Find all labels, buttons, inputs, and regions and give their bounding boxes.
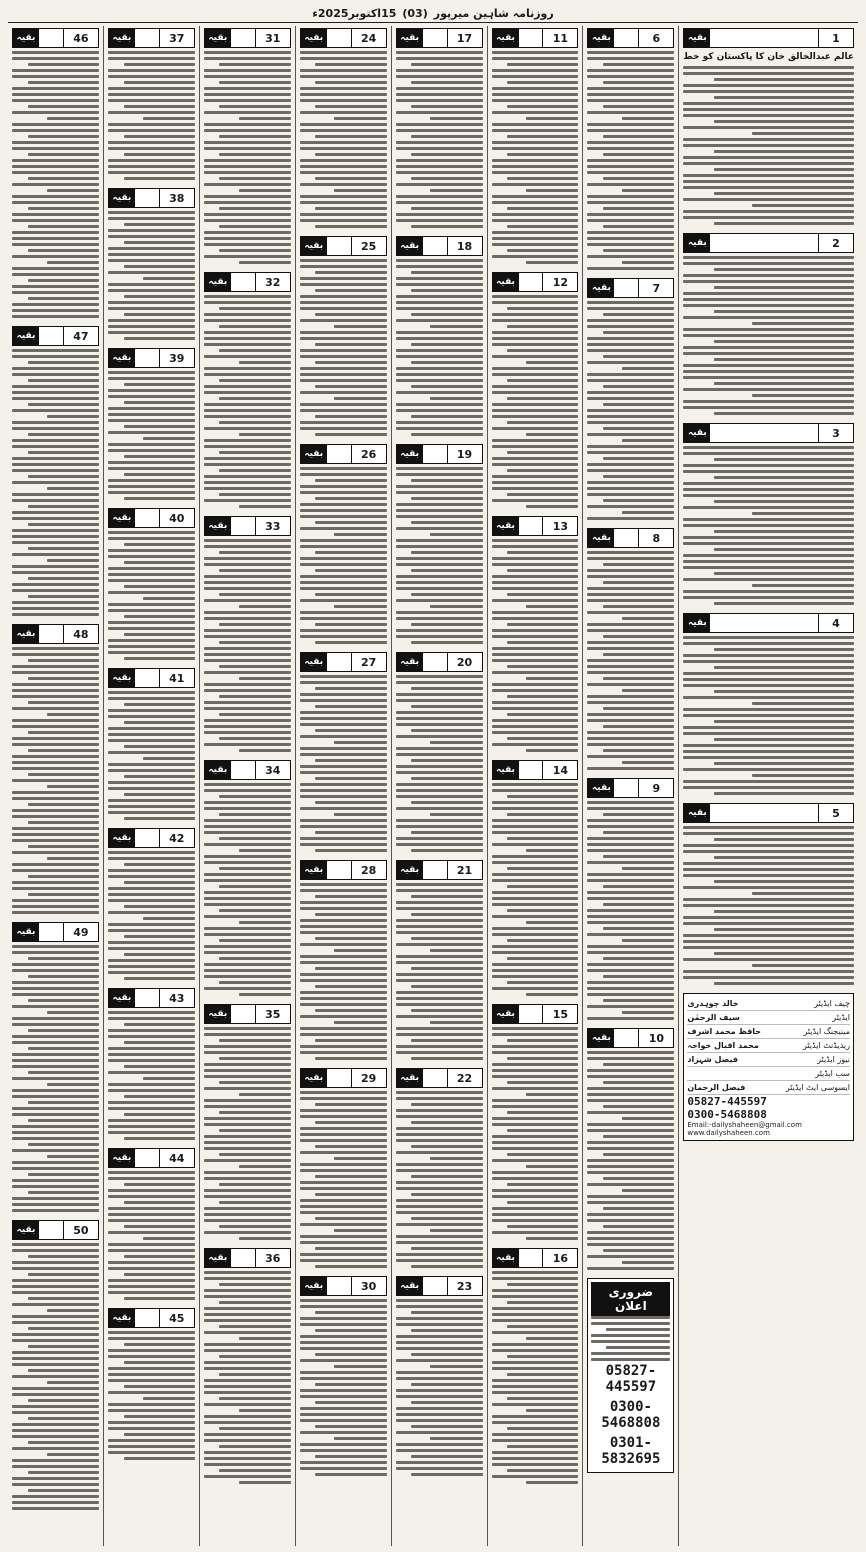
badge-number: 30: [351, 1277, 386, 1295]
badge-label: بقیہ: [588, 279, 614, 297]
badge-label: بقیہ: [684, 804, 710, 822]
badge-number: 6: [638, 29, 673, 47]
story-text: [683, 66, 854, 225]
story-item: [12, 1220, 99, 1510]
story-item: [396, 1276, 483, 1476]
badge-number: 21: [447, 861, 482, 879]
story-item: [300, 236, 387, 436]
notice-box: [587, 1278, 674, 1473]
continuation-badge: [12, 28, 99, 48]
badge-number: 39: [159, 349, 194, 367]
page-header: [8, 4, 858, 23]
story-item: [587, 778, 674, 1020]
story-item: [300, 1068, 387, 1268]
badge-label: بقیہ: [684, 29, 710, 47]
badge-label: بقیہ: [397, 861, 423, 879]
story-text: [396, 1299, 483, 1476]
story-text: [396, 883, 483, 1060]
badge-number: 49: [63, 923, 98, 941]
badge-label: بقیہ: [684, 424, 710, 442]
news-columns: [8, 26, 858, 1546]
continuation-badge: [300, 28, 387, 48]
badge-label: بقیہ: [301, 29, 327, 47]
continuation-badge: [587, 778, 674, 798]
story-item: [108, 28, 195, 180]
badge-number: 38: [159, 189, 194, 207]
story-text: [396, 467, 483, 644]
staff-role: سب ایڈیٹر: [815, 1069, 850, 1078]
story-text: [300, 467, 387, 644]
badge-number: 17: [447, 29, 482, 47]
story-item: [108, 828, 195, 980]
story-text: [492, 539, 579, 752]
badge-label: بقیہ: [397, 1277, 423, 1295]
story-item: [492, 28, 579, 264]
story-text: [108, 531, 195, 660]
badge-label: بقیہ: [205, 761, 231, 779]
story-item: [396, 28, 483, 228]
continuation-badge: [204, 272, 291, 292]
badge-number: 2: [818, 234, 853, 252]
continuation-badge: [492, 516, 579, 536]
story-item: [587, 1028, 674, 1270]
story-item: [492, 272, 579, 508]
staff-name: سیف الرحمٰن: [687, 1013, 740, 1022]
story-text: [204, 539, 291, 752]
staff-role: نیوز ایڈیٹر: [817, 1055, 850, 1064]
continuation-badge: [108, 188, 195, 208]
badge-label: بقیہ: [493, 761, 519, 779]
story-text: [204, 783, 291, 996]
continuation-badge: [300, 236, 387, 256]
story-text: [587, 1051, 674, 1270]
continuation-badge: [300, 444, 387, 464]
story-text: [204, 1027, 291, 1240]
story-item: [204, 1004, 291, 1240]
badge-label: بقیہ: [205, 29, 231, 47]
badge-label: بقیہ: [109, 1309, 135, 1327]
story-item: [492, 1248, 579, 1484]
story-item: [12, 326, 99, 616]
staff-role: چیف ایڈیٹر: [814, 999, 850, 1008]
notice-phone: 0300-5468808: [601, 1399, 661, 1431]
story-item: [12, 922, 99, 1212]
badge-number: 24: [351, 29, 386, 47]
badge-number: 26: [351, 445, 386, 463]
story-item: [204, 516, 291, 752]
story-text: [591, 1316, 670, 1361]
column-5: [295, 26, 391, 1546]
continuation-badge: [683, 233, 854, 253]
badge-number: 16: [542, 1249, 577, 1267]
continuation-badge: [683, 423, 854, 443]
staff-name: محمد اقبال خواجہ: [687, 1041, 759, 1050]
badge-number: 42: [159, 829, 194, 847]
badge-label: بقیہ: [588, 1029, 614, 1047]
story-text: [300, 51, 387, 228]
story-text: [300, 1091, 387, 1268]
story-item: [108, 1148, 195, 1300]
badge-number: 32: [255, 273, 290, 291]
column-3: [487, 26, 583, 1546]
story-text: [12, 945, 99, 1212]
story-item: [300, 28, 387, 228]
continuation-badge: [108, 988, 195, 1008]
badge-label: بقیہ: [684, 614, 710, 632]
continuation-badge: [204, 1248, 291, 1268]
badge-number: 35: [255, 1005, 290, 1023]
badge-number: 11: [542, 29, 577, 47]
website: www.dailyshaheen.com: [687, 1129, 770, 1137]
story-text: [492, 1271, 579, 1484]
badge-number: 22: [447, 1069, 482, 1087]
story-text: [396, 259, 483, 436]
story-text: [12, 349, 99, 616]
badge-label: بقیہ: [684, 234, 710, 252]
page-number: (03): [402, 6, 428, 20]
badge-number: 45: [159, 1309, 194, 1327]
story-text: [108, 211, 195, 340]
badge-label: بقیہ: [588, 779, 614, 797]
continuation-badge: [300, 860, 387, 880]
badge-number: 34: [255, 761, 290, 779]
continuation-badge: [492, 760, 579, 780]
badge-label: بقیہ: [109, 509, 135, 527]
continuation-badge: [108, 828, 195, 848]
continuation-badge: [683, 28, 854, 48]
badge-label: بقیہ: [397, 29, 423, 47]
continuation-badge: [300, 1276, 387, 1296]
staff-name: فیصل شہزاد: [687, 1055, 739, 1064]
badge-label: بقیہ: [397, 445, 423, 463]
badge-number: 37: [159, 29, 194, 47]
badge-label: بقیہ: [13, 327, 39, 345]
badge-number: 12: [542, 273, 577, 291]
story-text: [492, 51, 579, 264]
story-text: [108, 51, 195, 180]
column-1: [678, 26, 858, 1546]
continuation-badge: [12, 922, 99, 942]
badge-number: 1: [818, 29, 853, 47]
story-text: [108, 1011, 195, 1140]
badge-number: 10: [638, 1029, 673, 1047]
story-text: [683, 256, 854, 415]
story-text: [12, 647, 99, 914]
staff-row: [687, 1081, 850, 1095]
continuation-badge: [683, 803, 854, 823]
continuation-badge: [396, 28, 483, 48]
continuation-badge: [108, 1148, 195, 1168]
staff-role: ایسوسی ایٹ ایڈیٹر: [785, 1083, 850, 1092]
badge-label: بقیہ: [205, 1249, 231, 1267]
story-item: [204, 760, 291, 996]
continuation-badge: [108, 28, 195, 48]
badge-label: بقیہ: [301, 1069, 327, 1087]
story-item: [587, 528, 674, 770]
continuation-badge: [204, 1004, 291, 1024]
badge-label: بقیہ: [493, 1005, 519, 1023]
badge-number: 7: [638, 279, 673, 297]
story-item: [587, 278, 674, 520]
staff-name: خالد چوہدری: [687, 999, 739, 1008]
story-item: [12, 28, 99, 318]
continuation-badge: [12, 1220, 99, 1240]
continuation-badge: [492, 1248, 579, 1268]
story-item: [492, 760, 579, 996]
column-4: [391, 26, 487, 1546]
continuation-badge: [587, 528, 674, 548]
story-text: [492, 1027, 579, 1240]
story-text: [492, 295, 579, 508]
story-text: [204, 51, 291, 264]
badge-number: 14: [542, 761, 577, 779]
continuation-badge: [204, 516, 291, 536]
story-item: [108, 348, 195, 500]
story-item: [492, 1004, 579, 1240]
story-text: [300, 259, 387, 436]
badge-number: 23: [447, 1277, 482, 1295]
column-2: [582, 26, 678, 1546]
badge-number: 8: [638, 529, 673, 547]
column-6: [199, 26, 295, 1546]
continuation-badge: [492, 272, 579, 292]
continuation-badge: [587, 278, 674, 298]
notice-title: ضروری اعلان: [591, 1282, 670, 1316]
story-item: [396, 444, 483, 644]
story-text: [12, 1243, 99, 1510]
badge-number: 9: [638, 779, 673, 797]
continuation-badge: [492, 28, 579, 48]
story-text: [587, 301, 674, 520]
story-item: [396, 860, 483, 1060]
badge-number: 19: [447, 445, 482, 463]
story-text: [204, 295, 291, 508]
badge-label: بقیہ: [397, 237, 423, 255]
continuation-badge: [204, 28, 291, 48]
badge-label: بقیہ: [493, 29, 519, 47]
story-item: [396, 236, 483, 436]
continuation-badge: [492, 1004, 579, 1024]
staff-box: [683, 993, 854, 1141]
continuation-badge: [396, 444, 483, 464]
story-text: [12, 51, 99, 318]
story-item: [683, 28, 854, 225]
story-item: [108, 988, 195, 1140]
badge-number: 36: [255, 1249, 290, 1267]
story-item: [300, 1276, 387, 1476]
story-item: [204, 272, 291, 508]
column-7: [103, 26, 199, 1546]
continuation-badge: [108, 668, 195, 688]
badge-number: 27: [351, 653, 386, 671]
badge-label: بقیہ: [109, 829, 135, 847]
story-text: [108, 1331, 195, 1460]
story-item: [587, 28, 674, 270]
story-text: [396, 51, 483, 228]
story-text: [492, 783, 579, 996]
badge-label: بقیہ: [205, 1005, 231, 1023]
story-text: [683, 826, 854, 985]
story-text: [108, 371, 195, 500]
badge-number: 50: [63, 1221, 98, 1239]
badge-label: بقیہ: [301, 861, 327, 879]
continuation-badge: [683, 613, 854, 633]
story-text: [108, 1171, 195, 1300]
story-item: [108, 508, 195, 660]
staff-name: حافظ محمد اشرف: [687, 1027, 762, 1036]
story-text: [108, 851, 195, 980]
story-item: [300, 444, 387, 644]
badge-number: 18: [447, 237, 482, 255]
badge-number: 20: [447, 653, 482, 671]
staff-row: [687, 1067, 850, 1081]
story-item: [108, 668, 195, 820]
staff-row: [687, 997, 850, 1011]
story-text: [587, 801, 674, 1020]
story-item: [204, 28, 291, 264]
badge-label: بقیہ: [493, 517, 519, 535]
continuation-badge: [587, 1028, 674, 1048]
badge-number: 31: [255, 29, 290, 47]
badge-label: بقیہ: [301, 1277, 327, 1295]
story-item: [300, 860, 387, 1060]
staff-role: مینیجنگ ایڈیٹر: [803, 1027, 850, 1036]
notice-phone: 05827-445597: [605, 1363, 657, 1395]
badge-label: بقیہ: [109, 349, 135, 367]
badge-number: 29: [351, 1069, 386, 1087]
badge-number: 3: [818, 424, 853, 442]
badge-label: بقیہ: [588, 29, 614, 47]
staff-phone: 0300-5468808: [687, 1108, 767, 1121]
badge-label: بقیہ: [493, 273, 519, 291]
continuation-badge: [396, 236, 483, 256]
story-item: [683, 613, 854, 795]
story-text: [683, 446, 854, 605]
story-text: [204, 1271, 291, 1484]
badge-number: 5: [818, 804, 853, 822]
paper-name: روزنامہ شاہین میرپور: [433, 6, 554, 20]
issue-date: 15اکتوبر2025ء: [312, 6, 397, 20]
badge-label: بقیہ: [205, 273, 231, 291]
continuation-badge: [396, 860, 483, 880]
continuation-badge: [396, 1068, 483, 1088]
story-text: [587, 51, 674, 270]
story-item: [683, 233, 854, 415]
continuation-badge: [587, 28, 674, 48]
staff-row: [687, 1011, 850, 1025]
continuation-badge: [396, 652, 483, 672]
story-text: [300, 675, 387, 852]
badge-label: بقیہ: [301, 237, 327, 255]
badge-label: بقیہ: [397, 1069, 423, 1087]
badge-number: 4: [818, 614, 853, 632]
continuation-badge: [108, 348, 195, 368]
story-item: [396, 1068, 483, 1268]
badge-number: 48: [63, 625, 98, 643]
badge-number: 13: [542, 517, 577, 535]
notice-phone: 0301-5832695: [601, 1435, 661, 1467]
badge-number: 40: [159, 509, 194, 527]
badge-number: 46: [63, 29, 98, 47]
story-item: [12, 624, 99, 914]
badge-number: 41: [159, 669, 194, 687]
story-item: [396, 652, 483, 852]
badge-label: بقیہ: [301, 653, 327, 671]
staff-role: ریذیڈنٹ ایڈیٹر: [802, 1041, 850, 1050]
badge-label: بقیہ: [397, 653, 423, 671]
story-text: [683, 636, 854, 795]
badge-number: 28: [351, 861, 386, 879]
badge-label: بقیہ: [13, 29, 39, 47]
badge-label: بقیہ: [13, 923, 39, 941]
story-lead: عالم عبدالخالق خان کا پاکستان کو خط: [683, 52, 854, 62]
staff-row: [687, 1025, 850, 1039]
badge-label: بقیہ: [493, 1249, 519, 1267]
staff-role: ایڈیٹر: [832, 1013, 850, 1022]
continuation-badge: [12, 624, 99, 644]
staff-phone: 05827-445597: [687, 1095, 767, 1108]
staff-row: [687, 1039, 850, 1053]
badge-number: 15: [542, 1005, 577, 1023]
story-text: [396, 1091, 483, 1268]
badge-label: بقیہ: [109, 1149, 135, 1167]
continuation-badge: [108, 508, 195, 528]
badge-label: بقیہ: [301, 445, 327, 463]
story-item: [683, 423, 854, 605]
story-text: [108, 691, 195, 820]
badge-label: بقیہ: [109, 29, 135, 47]
story-text: [300, 1299, 387, 1476]
story-item: [683, 803, 854, 985]
badge-number: 47: [63, 327, 98, 345]
badge-number: 33: [255, 517, 290, 535]
badge-label: بقیہ: [588, 529, 614, 547]
continuation-badge: [12, 326, 99, 346]
badge-label: بقیہ: [109, 989, 135, 1007]
story-text: [587, 551, 674, 770]
story-item: [204, 1248, 291, 1484]
badge-number: 43: [159, 989, 194, 1007]
staff-name: فیصل الرحمان: [687, 1083, 746, 1092]
badge-label: بقیہ: [109, 669, 135, 687]
story-item: [108, 1308, 195, 1460]
continuation-badge: [300, 1068, 387, 1088]
story-item: [492, 516, 579, 752]
staff-row: [687, 1053, 850, 1067]
story-item: [300, 652, 387, 852]
column-8: [8, 26, 103, 1546]
story-item: [108, 188, 195, 340]
badge-label: بقیہ: [109, 189, 135, 207]
badge-number: 25: [351, 237, 386, 255]
continuation-badge: [300, 652, 387, 672]
continuation-badge: [108, 1308, 195, 1328]
badge-number: 44: [159, 1149, 194, 1167]
badge-label: بقیہ: [13, 1221, 39, 1239]
continuation-badge: [204, 760, 291, 780]
email: Email:-dailyshaheen@gmail.com: [687, 1121, 802, 1129]
story-text: [396, 675, 483, 852]
continuation-badge: [396, 1276, 483, 1296]
badge-label: بقیہ: [205, 517, 231, 535]
story-text: [300, 883, 387, 1060]
badge-label: بقیہ: [13, 625, 39, 643]
